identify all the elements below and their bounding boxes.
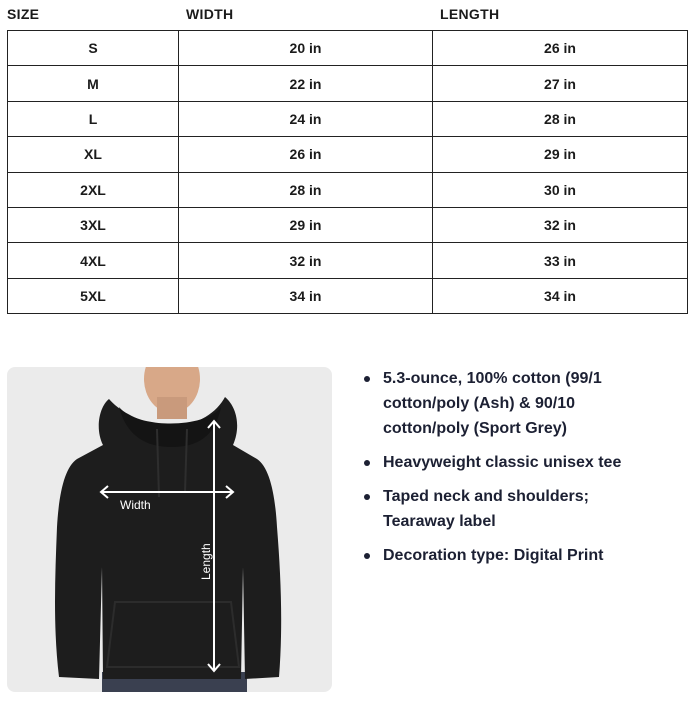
table-row	[8, 172, 688, 207]
product-features-list	[361, 366, 661, 577]
table-row	[8, 278, 688, 313]
table-row	[8, 243, 688, 278]
table-row	[8, 101, 688, 136]
width-cell: 29 in	[179, 207, 433, 242]
width-cell: 20 in	[179, 31, 433, 66]
table-row	[8, 137, 688, 172]
width-cell: 32 in	[179, 243, 433, 278]
size-chart-table	[7, 30, 688, 314]
hoodie-product-image	[7, 367, 332, 692]
list-item: 5.3-ounce, 100% cotton (99/1 cotton/poly (Ash) & 90/10 cotton/poly (Sport Grey)	[361, 366, 661, 441]
table-row	[8, 66, 688, 101]
width-cell: 28 in	[179, 172, 433, 207]
length-cell: 32 in	[433, 207, 688, 242]
table-row	[8, 31, 688, 66]
width-cell: 34 in	[179, 278, 433, 313]
length-cell: 29 in	[433, 137, 688, 172]
list-item: Taped neck and shoulders; Tearaway label	[361, 484, 661, 534]
width-cell: 22 in	[179, 66, 433, 101]
size-cell: L	[8, 101, 179, 136]
size-cell: 3XL	[8, 207, 179, 242]
size-cell: 2XL	[8, 172, 179, 207]
width-column-header: WIDTH	[186, 6, 234, 22]
size-cell: S	[8, 31, 179, 66]
width-label: Width	[120, 498, 151, 512]
hoodie-illustration	[7, 367, 332, 692]
length-cell: 27 in	[433, 66, 688, 101]
length-column-header: LENGTH	[440, 6, 500, 22]
size-cell: M	[8, 66, 179, 101]
size-cell: 4XL	[8, 243, 179, 278]
length-cell: 28 in	[433, 101, 688, 136]
list-item: Decoration type: Digital Print	[361, 543, 661, 568]
length-label: Length	[199, 543, 213, 580]
width-cell: 26 in	[179, 137, 433, 172]
length-cell: 34 in	[433, 278, 688, 313]
list-item: Heavyweight classic unisex tee	[361, 450, 661, 475]
size-cell: 5XL	[8, 278, 179, 313]
length-cell: 30 in	[433, 172, 688, 207]
length-cell: 26 in	[433, 31, 688, 66]
size-cell: XL	[8, 137, 179, 172]
length-cell: 33 in	[433, 243, 688, 278]
width-cell: 24 in	[179, 101, 433, 136]
model-neck	[157, 397, 187, 419]
table-row	[8, 207, 688, 242]
size-column-header: SIZE	[7, 6, 40, 22]
